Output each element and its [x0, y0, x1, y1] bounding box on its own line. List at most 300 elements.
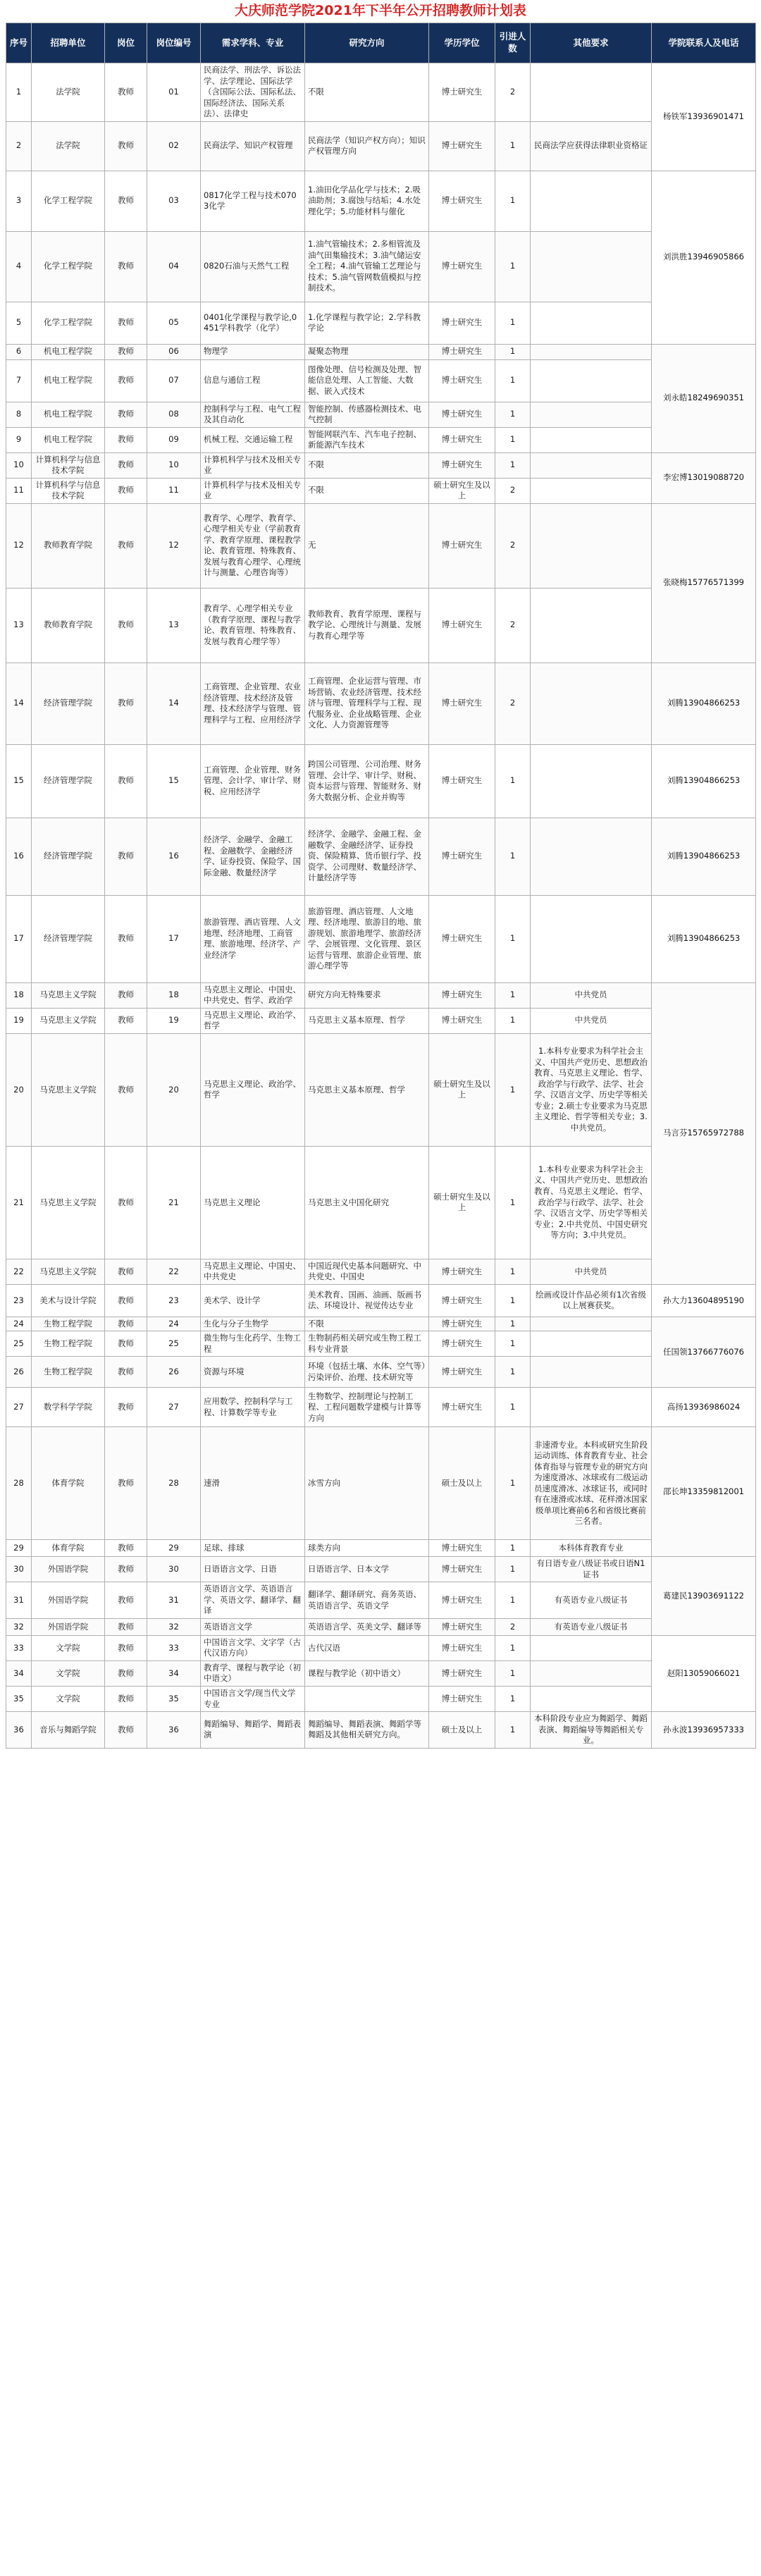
table-row	[6, 1388, 756, 1427]
cell-count: 1	[495, 171, 531, 231]
cell-post: 教师	[105, 744, 147, 818]
table-body	[6, 63, 756, 1749]
cell-contact: 任国领13766776076	[652, 1317, 756, 1388]
cell-other: 1.本科专业要求为科学社会主义、中国共产党历史、思想政治教育、马克思主义理论、哲学、政治学与行政学、法学、社会学、汉语言文学、历史学等相关专业；2.硕士专业要求为马克思主义理论、哲学等相关专业；3.中共党员。	[531, 1033, 652, 1146]
cell-other: 有英语专业八级证书	[531, 1618, 652, 1635]
cell-code: 12	[147, 503, 201, 588]
cell-major: 中国语言文学、文字学（古代汉语方向）	[201, 1635, 305, 1660]
cell-post: 教师	[105, 1033, 147, 1146]
cell-major: 资源与环境	[201, 1357, 305, 1388]
table-row	[6, 1033, 756, 1146]
cell-major: 计算机科学与技术及相关专业	[201, 478, 305, 503]
table-row	[6, 895, 756, 982]
cell-post: 教师	[105, 1557, 147, 1582]
cell-other	[531, 359, 652, 402]
cell-count: 2	[495, 1618, 531, 1635]
cell-degree: 博士研究生	[429, 171, 495, 231]
cell-major: 马克思主义理论、中国史、中共党史	[201, 1259, 305, 1284]
table-row	[6, 1284, 756, 1317]
table-row	[6, 344, 756, 359]
cell-unit: 教师教育学院	[32, 503, 105, 588]
cell-unit: 经济管理学院	[32, 895, 105, 982]
cell-unit: 经济管理学院	[32, 663, 105, 744]
cell-contact: 孙大力13604895190	[652, 1284, 756, 1317]
cell-count: 1	[495, 344, 531, 359]
cell-other	[531, 818, 652, 895]
cell-no: 36	[6, 1712, 32, 1749]
cell-unit: 文学院	[32, 1635, 105, 1660]
table-row	[6, 744, 756, 818]
cell-major: 应用数学、控制科学与工程、计算数学等专业	[201, 1388, 305, 1427]
cell-post: 教师	[105, 1427, 147, 1540]
cell-other: 1.本科专业要求为科学社会主义、中国共产党历史、思想政治教育、马克思主义理论、哲学、政治学与行政学、法学、社会学、汉语言文学、历史学等相关专业；2.中共党员、中国史研究等方向；3.中共党员。	[531, 1146, 652, 1259]
cell-direction: 不限	[305, 452, 429, 478]
cell-no: 5	[6, 302, 32, 344]
cell-direction	[305, 1686, 429, 1711]
cell-contact: 刘腾13904866253	[652, 895, 756, 982]
cell-degree: 博士研究生	[429, 1686, 495, 1711]
cell-post: 教师	[105, 982, 147, 1008]
cell-major: 速滑	[201, 1427, 305, 1540]
cell-count: 1	[495, 1582, 531, 1619]
cell-other	[531, 302, 652, 344]
cell-other: 有日语专业八级证书或日语N1证书	[531, 1557, 652, 1582]
table-row	[6, 1557, 756, 1582]
cell-direction: 1.油田化学品化学与技术；2.吸油助剂；3.腐蚀与结垢；4.水处理化学；5.功能材料与催化	[305, 171, 429, 231]
cell-major: 英语语言文学、英语语言学、英语文学、翻译学、翻译	[201, 1582, 305, 1619]
table-header-row	[6, 23, 756, 63]
cell-direction: 生物数学、控制理论与控制工程、工程问题数学建模与计算等方向	[305, 1388, 429, 1427]
cell-unit: 生物工程学院	[32, 1317, 105, 1331]
cell-major: 马克思主义理论、政治学、哲学	[201, 1008, 305, 1033]
cell-degree: 博士研究生	[429, 1618, 495, 1635]
cell-unit: 音乐与舞蹈学院	[32, 1712, 105, 1749]
cell-count: 1	[495, 121, 531, 171]
cell-post: 教师	[105, 63, 147, 122]
cell-contact: 葛建民13903691122	[652, 1557, 756, 1636]
cell-count: 1	[495, 1712, 531, 1749]
cell-degree: 博士研究生	[429, 1008, 495, 1033]
table-row	[6, 1540, 756, 1557]
cell-no: 26	[6, 1357, 32, 1388]
cell-degree: 博士研究生	[429, 1284, 495, 1317]
cell-no: 11	[6, 478, 32, 503]
cell-no: 22	[6, 1259, 32, 1284]
cell-degree: 博士研究生	[429, 1317, 495, 1331]
cell-no: 15	[6, 744, 32, 818]
cell-degree: 博士研究生	[429, 402, 495, 427]
cell-no: 25	[6, 1331, 32, 1357]
cell-post: 教师	[105, 344, 147, 359]
cell-other	[531, 478, 652, 503]
cell-no: 30	[6, 1557, 32, 1582]
cell-contact: 马言芬15765972788	[652, 982, 756, 1284]
cell-degree: 博士研究生	[429, 588, 495, 663]
cell-direction: 旅游管理、酒店管理、人文地理、经济地理、旅游目的地、旅游规划、旅游地理学、旅游经济学、会展管理、文化管理、景区运营与管理、旅游企业管理、旅游心理学等	[305, 895, 429, 982]
cell-code: 26	[147, 1357, 201, 1388]
header-contact: 学院联系人及电话	[652, 23, 756, 63]
header-code: 岗位编号	[147, 23, 201, 63]
cell-direction: 舞蹈编导、舞蹈表演、舞蹈学等舞蹈及其他相关研究方向。	[305, 1712, 429, 1749]
cell-code: 10	[147, 452, 201, 478]
cell-no: 1	[6, 63, 32, 122]
cell-unit: 数学科学学院	[32, 1388, 105, 1427]
cell-major: 美术学、设计学	[201, 1284, 305, 1317]
cell-code: 28	[147, 1427, 201, 1540]
table-row	[6, 402, 756, 427]
cell-post: 教师	[105, 1582, 147, 1619]
cell-code: 01	[147, 63, 201, 122]
cell-direction: 环境（包括土壤、水体、空气等）污染评价、治理、技术研究等	[305, 1357, 429, 1388]
header-other: 其他要求	[531, 23, 652, 63]
cell-unit: 体育学院	[32, 1540, 105, 1557]
cell-major: 0817化学工程与技术0703化学	[201, 171, 305, 231]
cell-count: 1	[495, 1033, 531, 1146]
cell-degree: 博士研究生	[429, 663, 495, 744]
cell-direction: 冰雪方向	[305, 1427, 429, 1540]
cell-no: 35	[6, 1686, 32, 1711]
cell-code: 35	[147, 1686, 201, 1711]
cell-contact: 李宏博13019088720	[652, 452, 756, 503]
cell-post: 教师	[105, 1317, 147, 1331]
cell-code: 16	[147, 818, 201, 895]
cell-code: 36	[147, 1712, 201, 1749]
cell-unit: 经济管理学院	[32, 818, 105, 895]
cell-post: 教师	[105, 1284, 147, 1317]
table-row	[6, 1582, 756, 1619]
cell-other: 中共党员	[531, 1008, 652, 1033]
cell-major: 民商法学、刑法学、诉讼法学、法学理论、国际法学（含国际公法、国际私法、国际经济法、国际关系法）、法律史	[201, 63, 305, 122]
cell-direction: 中国近现代史基本问题研究、中共党史、中国史	[305, 1259, 429, 1284]
cell-code: 32	[147, 1618, 201, 1635]
table-row	[6, 359, 756, 402]
cell-direction: 跨国公司管理、公司治理、财务管理、会计学、审计学、财税、资本运营与管理、智能财务、财务大数据分析、企业并购等	[305, 744, 429, 818]
cell-other	[531, 402, 652, 427]
cell-degree: 博士研究生	[429, 359, 495, 402]
cell-degree: 硕士研究生及以上	[429, 1033, 495, 1146]
table-row	[6, 1146, 756, 1259]
cell-major: 工商管理、企业管理、农业经济管理、技术经济及管理、技术经济学与管理、管理科学与工程、应用经济学	[201, 663, 305, 744]
table-row	[6, 1618, 756, 1635]
cell-code: 25	[147, 1331, 201, 1357]
table-row	[6, 982, 756, 1008]
cell-degree: 博士研究生	[429, 818, 495, 895]
cell-degree: 博士研究生	[429, 503, 495, 588]
cell-unit: 马克思主义学院	[32, 982, 105, 1008]
cell-major: 日语语言文学、日语	[201, 1557, 305, 1582]
cell-code: 03	[147, 171, 201, 231]
cell-count: 1	[495, 1557, 531, 1582]
cell-count: 1	[495, 982, 531, 1008]
cell-major: 教育学、心理学相关专业（教育学原理、课程与教学论、教育管理、特殊教育、发展与教育心理学等）	[201, 588, 305, 663]
cell-count: 1	[495, 1357, 531, 1388]
cell-degree: 硕士研究生及以上	[429, 478, 495, 503]
cell-degree: 博士研究生	[429, 452, 495, 478]
cell-degree: 博士研究生	[429, 1557, 495, 1582]
cell-post: 教师	[105, 402, 147, 427]
cell-code: 04	[147, 231, 201, 302]
cell-major: 英语语言文学	[201, 1618, 305, 1635]
cell-contact: 刘腾13904866253	[652, 663, 756, 744]
cell-code: 27	[147, 1388, 201, 1427]
cell-direction: 生物制药相关研究或生物工程工科专业背景	[305, 1331, 429, 1357]
cell-post: 教师	[105, 171, 147, 231]
cell-post: 教师	[105, 818, 147, 895]
cell-count: 1	[495, 895, 531, 982]
cell-other	[531, 452, 652, 478]
cell-unit: 外国语学院	[32, 1618, 105, 1635]
cell-degree: 博士研究生	[429, 1388, 495, 1427]
cell-other	[531, 1635, 652, 1660]
cell-degree: 博士研究生	[429, 1540, 495, 1557]
cell-unit: 生物工程学院	[32, 1331, 105, 1357]
cell-count: 1	[495, 1540, 531, 1557]
cell-major: 旅游管理、酒店管理、人文地理、经济地理、工商管理、旅游地理、经济学、产业经济学	[201, 895, 305, 982]
cell-count: 1	[495, 1331, 531, 1357]
cell-direction: 民商法学（知识产权方向）；知识产权管理方向	[305, 121, 429, 171]
page-title: 大庆师范学院2021年下半年公开招聘教师计划表	[235, 3, 526, 18]
cell-no: 29	[6, 1540, 32, 1557]
cell-count: 2	[495, 478, 531, 503]
cell-count: 1	[495, 744, 531, 818]
cell-major: 马克思主义理论、政治学、哲学	[201, 1033, 305, 1146]
cell-no: 14	[6, 663, 32, 744]
cell-no: 18	[6, 982, 32, 1008]
cell-post: 教师	[105, 1686, 147, 1711]
cell-post: 教师	[105, 231, 147, 302]
table-row	[6, 818, 756, 895]
cell-count: 1	[495, 231, 531, 302]
table-row	[6, 1712, 756, 1749]
cell-contact: 刘腾13904866253	[652, 744, 756, 818]
cell-count: 1	[495, 1317, 531, 1331]
header-count: 引进人数	[495, 23, 531, 63]
cell-no: 24	[6, 1317, 32, 1331]
cell-no: 34	[6, 1660, 32, 1686]
table-row	[6, 503, 756, 588]
cell-other	[531, 1686, 652, 1711]
cell-direction: 1.油气管输技术；2.多相管流及油气田集输技术；3.油气储运安全工程；4.油气管输工艺理论与技术；5.油气管网数值模拟与控制技术。	[305, 231, 429, 302]
cell-code: 20	[147, 1033, 201, 1146]
cell-unit: 计算机科学与信息技术学院	[32, 478, 105, 503]
recruitment-table	[6, 23, 756, 1749]
cell-direction: 美术教育、国画、油画、版画书法、环境设计、视觉传达专业	[305, 1284, 429, 1317]
cell-count: 1	[495, 427, 531, 452]
cell-contact: 刘腾13904866253	[652, 818, 756, 895]
cell-post: 教师	[105, 427, 147, 452]
cell-contact: 张晓梅15776571399	[652, 503, 756, 663]
cell-count: 1	[495, 402, 531, 427]
cell-unit: 马克思主义学院	[32, 1259, 105, 1284]
cell-code: 34	[147, 1660, 201, 1686]
cell-direction: 无	[305, 503, 429, 588]
cell-count: 1	[495, 1259, 531, 1284]
header-direction: 研究方向	[305, 23, 429, 63]
cell-count: 1	[495, 1146, 531, 1259]
cell-unit: 法学院	[32, 63, 105, 122]
cell-unit: 马克思主义学院	[32, 1008, 105, 1033]
cell-direction: 不限	[305, 63, 429, 122]
cell-count: 1	[495, 1686, 531, 1711]
cell-major: 0401化学课程与教学论,0451学科教学（化学）	[201, 302, 305, 344]
cell-major: 计算机科学与技术及相关专业	[201, 452, 305, 478]
cell-degree: 硕士及以上	[429, 1427, 495, 1540]
cell-no: 2	[6, 121, 32, 171]
cell-code: 14	[147, 663, 201, 744]
table-row	[6, 121, 756, 171]
cell-direction: 课程与教学论（初中语文）	[305, 1660, 429, 1686]
cell-post: 教师	[105, 1259, 147, 1284]
cell-no: 13	[6, 588, 32, 663]
cell-degree: 博士研究生	[429, 302, 495, 344]
cell-code: 06	[147, 344, 201, 359]
cell-other	[531, 895, 652, 982]
cell-other	[531, 427, 652, 452]
cell-unit: 外国语学院	[32, 1557, 105, 1582]
cell-count: 2	[495, 503, 531, 588]
cell-direction: 不限	[305, 1317, 429, 1331]
cell-no: 32	[6, 1618, 32, 1635]
cell-unit: 文学院	[32, 1686, 105, 1711]
table-row	[6, 427, 756, 452]
cell-code: 09	[147, 427, 201, 452]
cell-code: 07	[147, 359, 201, 402]
cell-direction: 教师教育、教育学原理、课程与教学论、心理统计与测量、发展与教育心理学等	[305, 588, 429, 663]
table-row	[6, 1635, 756, 1660]
cell-contact: 赵阳13059066021	[652, 1635, 756, 1711]
cell-direction: 英语语言学、英美文学、翻译等	[305, 1618, 429, 1635]
cell-count: 1	[495, 1660, 531, 1686]
cell-major: 教育学、心理学、教育学、心理学相关专业（学前教育学、教育学原理、课程教学论、教育管理、特殊教育、发展与教育心理学、心理统计与测量、心理咨询等）	[201, 503, 305, 588]
cell-unit: 法学院	[32, 121, 105, 171]
cell-count: 1	[495, 1427, 531, 1540]
cell-post: 教师	[105, 302, 147, 344]
cell-code: 11	[147, 478, 201, 503]
header-unit: 招聘单位	[32, 23, 105, 63]
cell-degree: 硕士研究生及以上	[429, 1146, 495, 1259]
cell-no: 3	[6, 171, 32, 231]
cell-major: 经济学、金融学、金融工程、金融数学、金融经济学、证券投资、保险学、国际金融、数量经济学	[201, 818, 305, 895]
cell-code: 29	[147, 1540, 201, 1557]
cell-post: 教师	[105, 359, 147, 402]
cell-no: 33	[6, 1635, 32, 1660]
cell-post: 教师	[105, 1635, 147, 1660]
cell-major: 工商管理、企业管理、财务管理、会计学、审计学、财税、应用经济学	[201, 744, 305, 818]
cell-count: 1	[495, 302, 531, 344]
cell-post: 教师	[105, 895, 147, 982]
cell-unit: 机电工程学院	[32, 402, 105, 427]
cell-post: 教师	[105, 1618, 147, 1635]
cell-direction: 工商管理、企业运营与管理、市场营销、农业经济管理、技术经济与管理、管理科学与工程、现代服务业、企业战略管理、企业文化、人力资源管理等	[305, 663, 429, 744]
cell-contact: 杨铁军13936901471	[652, 63, 756, 171]
cell-major: 马克思主义理论	[201, 1146, 305, 1259]
cell-degree: 博士研究生	[429, 895, 495, 982]
cell-direction: 智能控制、传感器检测技术、电气控制	[305, 402, 429, 427]
cell-contact: 高扬13936986024	[652, 1388, 756, 1427]
cell-other: 有英语专业八级证书	[531, 1582, 652, 1619]
cell-other: 本科体育教育专业	[531, 1540, 652, 1557]
header-no: 序号	[6, 23, 32, 63]
header-degree: 学历学位	[429, 23, 495, 63]
cell-unit: 外国语学院	[32, 1582, 105, 1619]
cell-no: 9	[6, 427, 32, 452]
cell-count: 2	[495, 588, 531, 663]
table-row	[6, 1008, 756, 1033]
cell-major: 马克思主义理论、中国史、中共党史、哲学、政治学	[201, 982, 305, 1008]
cell-unit: 机电工程学院	[32, 359, 105, 402]
cell-other	[531, 744, 652, 818]
cell-code: 19	[147, 1008, 201, 1033]
cell-unit: 马克思主义学院	[32, 1033, 105, 1146]
cell-code: 02	[147, 121, 201, 171]
table-row	[6, 1331, 756, 1357]
cell-contact: 刘洪胜13946905866	[652, 171, 756, 344]
cell-unit: 体育学院	[32, 1427, 105, 1540]
cell-unit: 机电工程学院	[32, 427, 105, 452]
cell-direction: 翻译学、翻译研究、商务英语、英语语言学、英语文学	[305, 1582, 429, 1619]
cell-count: 1	[495, 1635, 531, 1660]
table-row	[6, 1259, 756, 1284]
cell-other	[531, 503, 652, 588]
cell-degree: 博士研究生	[429, 1357, 495, 1388]
cell-unit: 文学院	[32, 1660, 105, 1686]
header-post: 岗位	[105, 23, 147, 63]
cell-unit: 计算机科学与信息技术学院	[32, 452, 105, 478]
cell-unit: 生物工程学院	[32, 1357, 105, 1388]
cell-post: 教师	[105, 1357, 147, 1388]
cell-code: 30	[147, 1557, 201, 1582]
cell-degree: 博士研究生	[429, 982, 495, 1008]
table-row	[6, 1357, 756, 1388]
cell-post: 教师	[105, 1388, 147, 1427]
cell-other	[531, 1388, 652, 1427]
cell-no: 21	[6, 1146, 32, 1259]
cell-code: 23	[147, 1284, 201, 1317]
cell-contact: 邵长坤13359812001	[652, 1427, 756, 1557]
cell-degree: 博士研究生	[429, 1331, 495, 1357]
cell-no: 19	[6, 1008, 32, 1033]
cell-no: 20	[6, 1033, 32, 1146]
cell-code: 21	[147, 1146, 201, 1259]
cell-post: 教师	[105, 452, 147, 478]
cell-degree: 博士研究生	[429, 63, 495, 122]
cell-major: 舞蹈编导、舞蹈学、舞蹈表演	[201, 1712, 305, 1749]
cell-major: 物理学	[201, 344, 305, 359]
cell-other	[531, 588, 652, 663]
cell-code: 33	[147, 1635, 201, 1660]
cell-direction: 球类方向	[305, 1540, 429, 1557]
cell-count: 1	[495, 818, 531, 895]
cell-unit: 机电工程学院	[32, 344, 105, 359]
table-row	[6, 1427, 756, 1540]
cell-direction: 马克思主义基本原理、哲学	[305, 1033, 429, 1146]
cell-no: 8	[6, 402, 32, 427]
table-row	[6, 231, 756, 302]
cell-post: 教师	[105, 1712, 147, 1749]
cell-other: 非速滑专业。本科或研究生阶段运动训练、体育教育专业、社会体育指导与管理专业的研究方向为速度滑冰、冰球或有二级运动员速度滑冰、冰球证书，或同时有在速滑或冰球、花样滑冰国家级单项比赛前6名和省级比赛前三名者。	[531, 1427, 652, 1540]
cell-major: 机械工程、交通运输工程	[201, 427, 305, 452]
cell-post: 教师	[105, 478, 147, 503]
cell-post: 教师	[105, 663, 147, 744]
cell-other	[531, 1660, 652, 1686]
cell-major: 中国语言文学/现当代文学专业	[201, 1686, 305, 1711]
cell-direction: 古代汉语	[305, 1635, 429, 1660]
cell-unit: 教师教育学院	[32, 588, 105, 663]
table-row	[6, 588, 756, 663]
cell-degree: 博士研究生	[429, 744, 495, 818]
cell-direction: 马克思主义中国化研究	[305, 1146, 429, 1259]
cell-no: 28	[6, 1427, 32, 1540]
